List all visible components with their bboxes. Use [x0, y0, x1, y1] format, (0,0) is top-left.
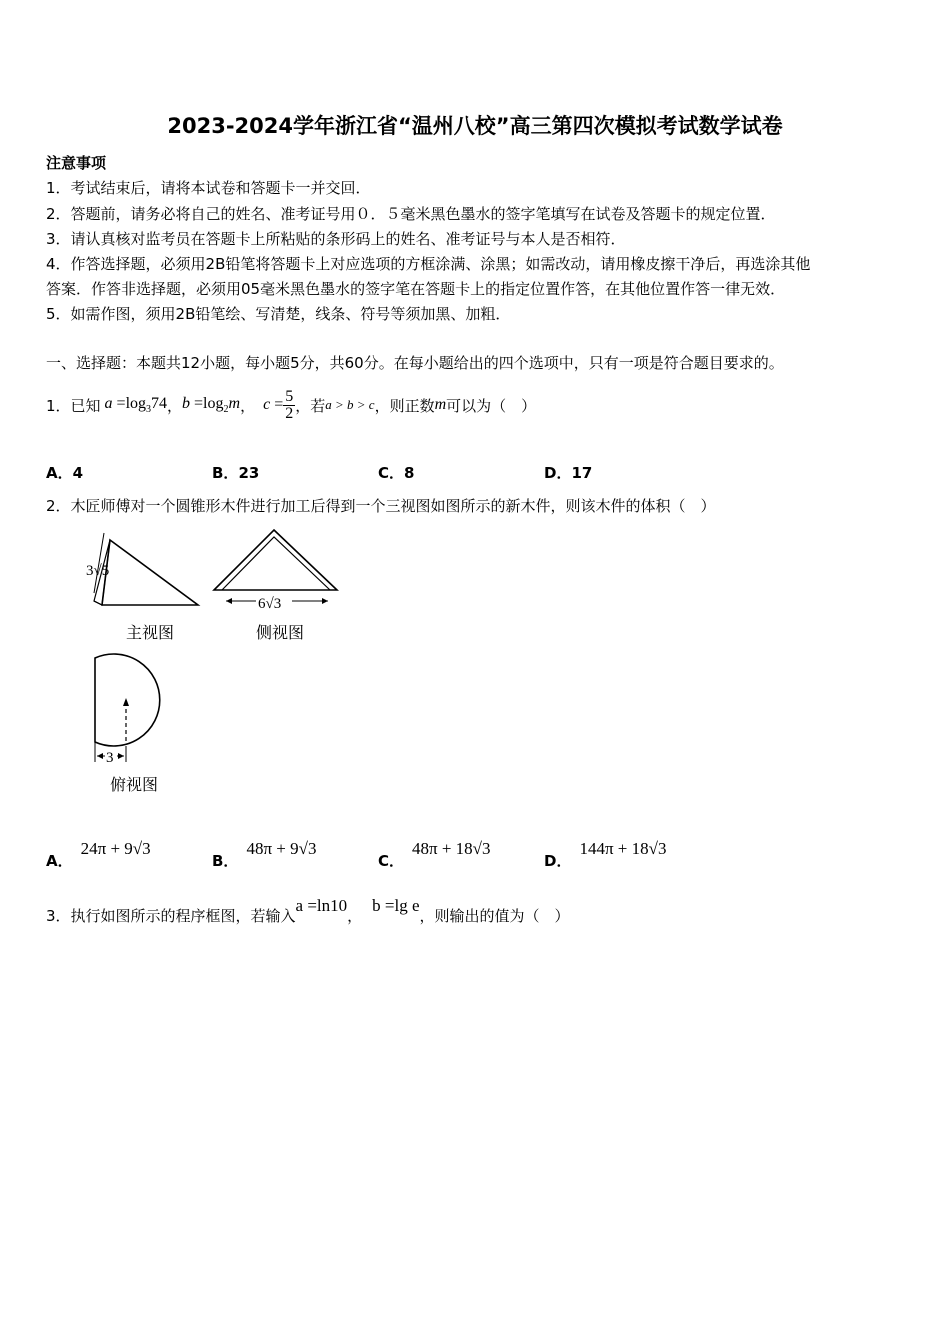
q1-m: m: [434, 396, 447, 413]
option-letter: A．: [46, 464, 73, 482]
q1-sep: ，: [167, 396, 183, 415]
notice-item: 5．如需作图，须用2B铅笔绘、写清楚，线条、符号等须加黑、加粗．: [46, 305, 511, 323]
option-letter: B．: [212, 852, 239, 870]
q1-option-b: [212, 462, 259, 483]
option-text: 48π + 9√3: [246, 839, 317, 858]
q2-option-c: [378, 838, 491, 870]
option-text: 24π + 9√3: [80, 839, 151, 858]
notice-item: 1．考试结束后，请将本试卷和答题卡一并交回．: [46, 179, 371, 197]
q1-condition: a > b > c: [325, 397, 375, 412]
option-text: 4: [72, 464, 84, 482]
q1-cond-pre: ，若: [295, 396, 326, 415]
q1-a-base: 3: [146, 404, 152, 416]
q1-option-a: [46, 462, 83, 483]
q3-a-expr: a =ln10: [295, 896, 348, 915]
question-2: 2．木匠师傅对一个圆锥形木件进行加工后得到一个三视图如图所示的新木件，则该木件的体积（ ）: [46, 497, 716, 515]
q1-a-expr: $a =\log_374$: [104, 394, 168, 416]
q1-c-num: 5: [285, 387, 294, 405]
option-text: 23: [238, 464, 260, 482]
section-heading: 一、选择题：本题共12小题，每小题5分，共60分。在每小题给出的四个选项中，只有一项是符合题目要求的。: [46, 354, 784, 372]
front-view-label: 主视图: [126, 623, 175, 642]
side-view-label: 侧视图: [256, 623, 305, 642]
notice-item: 答案．作答非选择题，必须用05毫米黑色墨水的签字笔在答题卡上的指定位置作答，在其他位置作答一律无效．: [46, 280, 786, 298]
notice-item: 4．作答选择题，必须用2B铅笔将答题卡上对应选项的方框涂满、涂黑；如需改动，请用橡皮擦干净后，再选涂其他: [46, 255, 811, 273]
q3-b-expr: b =lg e: [372, 896, 420, 915]
question-3: [46, 896, 570, 926]
q3-sep: ，: [347, 907, 363, 925]
notice-item: 2．答题前，请务必将自己的姓名、准考证号用０．５毫米黑色墨水的签字笔填写在试卷及答题卡的规定位置．: [46, 205, 776, 223]
front-view-dim: 3√5: [86, 563, 110, 579]
q2-option-b: [212, 838, 317, 870]
q1-a-value: 74: [151, 394, 168, 412]
q3-prefix: 3．执行如图所示的程序框图，若输入: [46, 907, 296, 925]
q1-tail: ，则正数: [374, 396, 435, 415]
option-letter: C．: [378, 852, 405, 870]
q1-option-d: [544, 462, 592, 483]
q1-c-den: 2: [285, 404, 294, 422]
front-view-triangle: [102, 540, 198, 605]
top-view-label: 俯视图: [110, 775, 159, 794]
option-letter: D．: [544, 464, 572, 482]
option-text: 17: [571, 464, 593, 482]
q1-b-expr: $b =\log_2m$: [182, 394, 241, 416]
q1-b-var: m: [228, 394, 241, 412]
option-letter: C．: [378, 464, 405, 482]
option-letter: D．: [544, 852, 572, 870]
q2-option-d: [544, 838, 667, 870]
q1-sep: ，: [240, 396, 256, 415]
q2-option-a: [46, 838, 151, 870]
option-text: 8: [404, 464, 415, 482]
top-view-outline: [95, 654, 160, 746]
notice-heading: 注意事项: [46, 154, 107, 172]
side-view-dim: 6√3: [258, 596, 282, 612]
q1-b-base: 2: [223, 404, 229, 416]
option-text: 48π + 18√3: [412, 839, 491, 858]
notice-item: 3．请认真核对监考员在答题卡上所粘贴的条形码上的姓名、准考证号与本人是否相符．: [46, 230, 626, 248]
q1-prefix: 1．已知: [46, 396, 101, 415]
q1-tail2: 可以为（ ）: [446, 396, 537, 415]
front-view-figure: [80, 525, 205, 615]
question-1: [46, 380, 536, 430]
q1-c-expr: c = $\frac{5}{2}$: [263, 387, 294, 422]
q1-option-c: [378, 462, 414, 483]
top-view-dim: 3: [106, 750, 114, 766]
q3-tail: ，则输出的值为（ ）: [419, 907, 570, 925]
top-view-figure: [86, 650, 191, 770]
page-title: 2023-2024学年浙江省“温州八校”高三第四次模拟考试数学试卷: [167, 114, 783, 138]
option-text: 144π + 18√3: [579, 839, 667, 858]
option-letter: A．: [46, 852, 73, 870]
option-letter: B．: [212, 464, 239, 482]
side-view-figure: [212, 525, 342, 615]
